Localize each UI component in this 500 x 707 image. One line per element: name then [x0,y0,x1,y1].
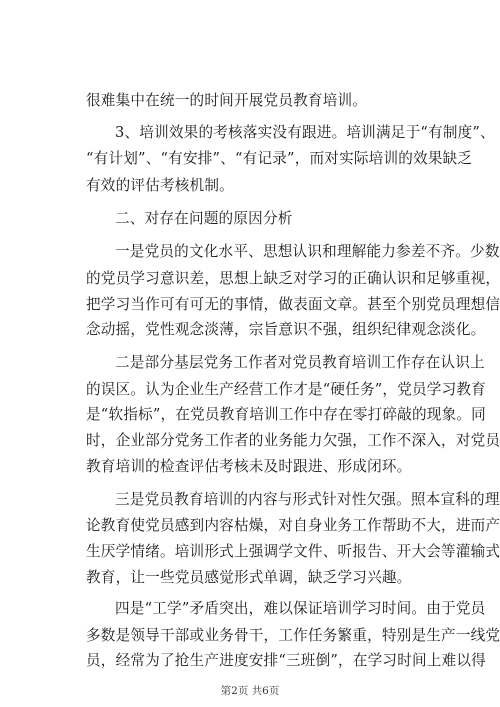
body-line: 三是党员教育培训的内容与形式针对性欠强。照本宣科的理 [115,491,500,508]
body-line: 的党员学习意识差，思想上缺乏对学习的正确认识和足够重视， [86,270,500,287]
body-line: 时，企业部分党务工作者的业务能力欠强，工作不深入，对党员 [86,432,500,449]
body-line: 3、培训效果的考核落实没有跟进。培训满足于“有制度”、 [115,124,495,141]
body-line: 一是党员的文化水平、思想认识和理解能力参差不齐。少数 [115,243,500,260]
body-line: 多数是领导干部或业务骨干，工作任务繁重，特别是生产一线党 [86,627,500,644]
body-line: 的误区。认为企业生产经营工作才是“硬任务”，党员学习教育 [86,381,486,398]
body-line: 是“软指标”，在党员教育培训工作中存在零打碎敲的现象。同 [86,406,486,423]
body-line: 教育，让一些党员感觉形式单调，缺乏学习兴趣。 [86,569,412,586]
page-number: 第2页 共6页 [220,685,280,697]
section-heading: 二、对存在问题的原因分析 [115,210,293,227]
body-line: 念动摇，党性观念淡薄，宗旨意识不强，组织纪律观念淡化。 [86,321,486,338]
body-line: 生厌学情绪。培训形式上强调学文件、听报告、开大会等灌输式 [86,543,500,560]
body-line: 员，经常为了抢生产进度安排“三班倒”，在学习时间上难以得 [86,652,486,669]
body-line: 把学习当作可有可无的事情，做表面文章。甚至个别党员理想信 [86,296,500,313]
body-line: 很难集中在统一的时间开展党员教育培训。 [86,92,368,109]
body-line: “有计划”、“有安排”、“有记录”，而对实际培训的效果缺乏 [86,150,473,167]
body-line: 四是“工学”矛盾突出，难以保证培训学习时间。由于党员 [115,600,486,617]
body-line: 教育培训的检查评估考核未及时跟进、形成闭环。 [86,458,412,475]
body-line: 二是部分基层党务工作者对党员教育培训工作存在认识上 [115,354,485,371]
body-line: 论教育使党员感到内容枯燥，对自身业务工作帮助不大，进而产 [86,517,500,534]
body-line: 有效的评估考核机制。 [86,177,234,194]
